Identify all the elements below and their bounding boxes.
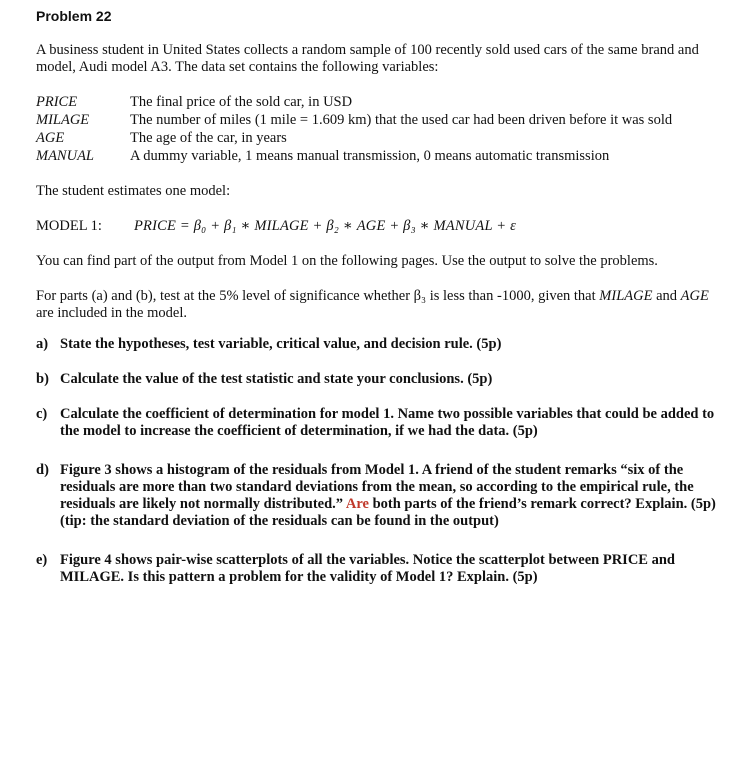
intro-paragraph: A business student in United States collects a random sample of 100 recently sold used cars of the same brand and model, Audi model A3. The data set contains the following variables: (36, 42, 699, 75)
ab-note-part1: For parts (a) and (b), test at the 5% level of significance whether β₃ is less than -1000, given that (36, 288, 600, 304)
variable-desc-manual: A dummy variable, 1 means manual transmission, 0 means automatic transmission (130, 148, 610, 164)
question-a-label: a) (36, 336, 49, 352)
question-b (36, 371, 716, 388)
model-label: MODEL 1: (36, 218, 102, 234)
question-b-label: b) (36, 371, 49, 387)
variable-name-age: AGE (36, 130, 65, 146)
question-d-label: d) (36, 462, 49, 478)
ab-note-and: and (652, 288, 681, 304)
question-c (36, 406, 716, 440)
question-d-text-part2: both parts of the friend’s remark correct? Explain. (5p) (tip: the standard deviation of the residuals can be found in the output) (60, 496, 716, 529)
variable-name-manual: MANUAL (36, 148, 94, 164)
document-page (36, 8, 716, 604)
variable-desc-age: The age of the car, in years (130, 130, 287, 146)
question-d (36, 462, 716, 530)
model-definition (36, 218, 716, 235)
output-note: You can find part of the output from Model 1 on the following pages. Use the output to solve the problems. (36, 253, 658, 269)
ab-note-milage: MILAGE (599, 288, 653, 304)
variable-list (36, 94, 716, 165)
question-d-text-part1: Figure 3 shows a histogram of the residuals from Model 1. A friend of the student remarks “six of the residuals are more than two standard deviations from the mean, so according to the empirical rule, the residuals are likely not normally distributed.” (60, 462, 694, 512)
estimates-text: The student estimates one model: (36, 183, 231, 199)
question-a-text: State the hypotheses, test variable, critical value, and decision rule. (5p) (60, 336, 502, 352)
question-e-text: Figure 4 shows pair-wise scatterplots of all the variables. Notice the scatterplot between PRICE and MILAGE. Is this pattern a problem for the validity of Model 1? Explain. (5p) (60, 552, 675, 585)
question-c-text: Calculate the coefficient of determination for model 1. Name two possible variables that could be added to the model to increase the coefficient of determination, if we had the data. (5p) (60, 406, 715, 439)
question-d-text (60, 462, 716, 530)
variable-desc-price: The final price of the sold car, in USD (130, 94, 353, 110)
parts-ab-instruction (36, 288, 716, 322)
variable-name-milage: MILAGE (36, 112, 90, 128)
question-b-text: Calculate the value of the test statistic and state your conclusions. (5p) (60, 371, 493, 387)
problem-title: Problem 22 (36, 8, 112, 24)
ab-note-age: AGE (680, 288, 709, 304)
question-a (36, 336, 716, 353)
variable-name-price: PRICE (36, 94, 78, 110)
ab-note-part2: are included in the model. (36, 305, 187, 321)
question-e-label: e) (36, 552, 48, 568)
question-e (36, 552, 716, 586)
question-c-label: c) (36, 406, 48, 422)
question-d-highlight: Are (345, 496, 369, 512)
variable-desc-milage: The number of miles (1 mile = 1.609 km) that the used car had been driven before it was sold (130, 112, 673, 128)
model-equation: PRICE = β₀ + β₁ ∗ MILAGE + β₂ ∗ AGE + β₃ ∗ MANUAL + ε (134, 218, 517, 234)
